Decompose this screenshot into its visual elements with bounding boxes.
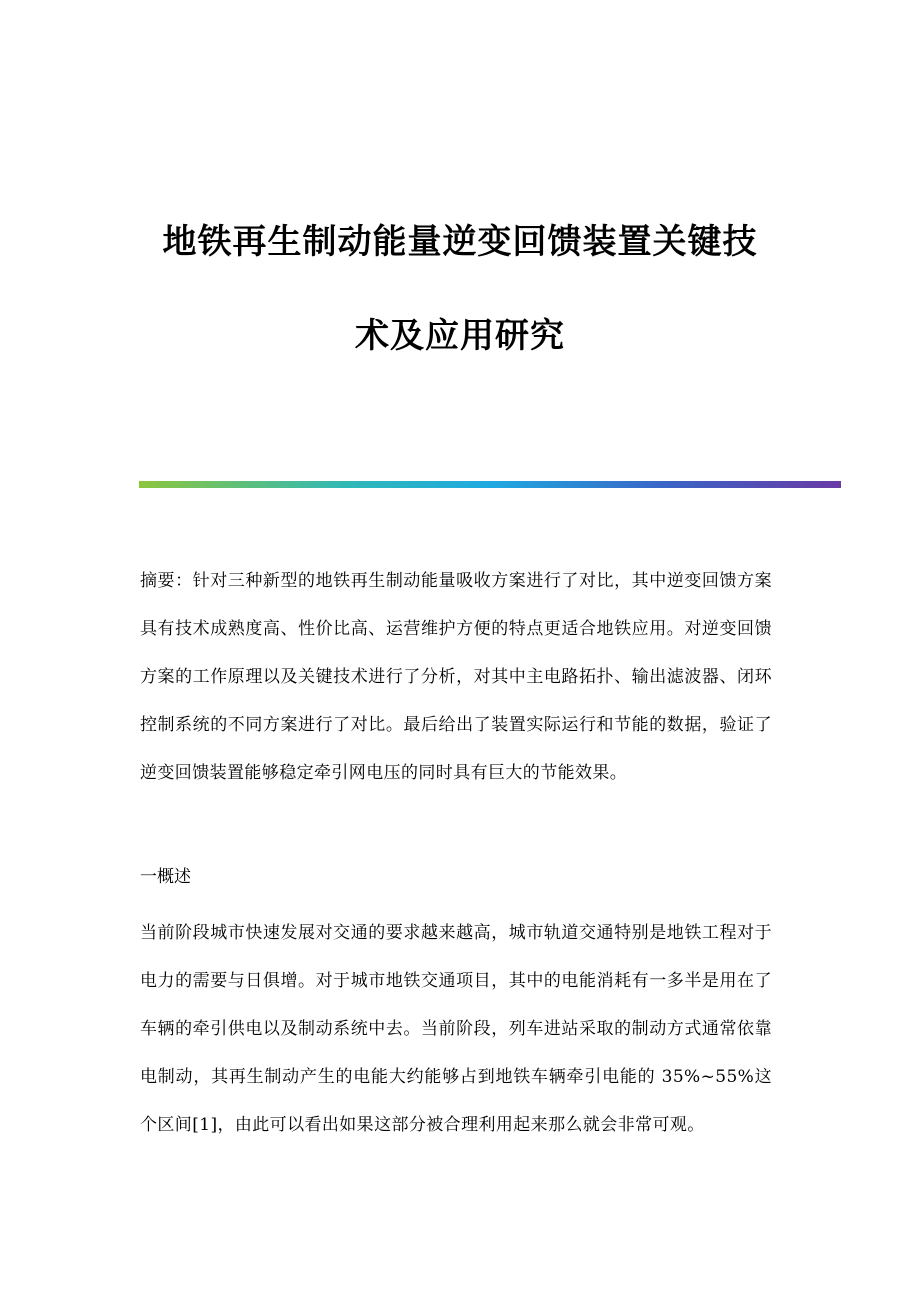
overview-paragraph: 当前阶段城市快速发展对交通的要求越来越高，城市轨道交通特别是地铁工程对于电力的需要与日俱增。对于城市地铁交通项目，其中的电能消耗有一多半是用在了车辆的牵引供电以及制动系统中去。当前阶段，列车进站采取的制动方式通常依靠电制动，其再生制动产生的电能大约能够占到地铁车辆牵引电能的 35%~55%这个区间[1]，由此可以看出如果这部分被合理利用起来那么就会非常可观。: [140, 923, 772, 1135]
abstract-paragraph: 摘要：针对三种新型的地铁再生制动能量吸收方案进行了对比，其中逆变回馈方案具有技术成熟度高、性价比高、运营维护方便的特点更适合地铁应用。对逆变回馈方案的工作原理以及关键技术进行了分析，对其中主电路拓扑、输出滤波器、闭环控制系统的不同方案进行了对比。最后给出了装置实际运行和节能的数据，验证了逆变回馈装置能够稳定牵引网电压的同时具有巨大的节能效果。: [140, 571, 772, 783]
section-heading-overview: 一概述: [140, 867, 191, 887]
document-title-line-2: 术及应用研究: [355, 316, 565, 356]
document-title-line-1: 地铁再生制动能量逆变回馈装置关键技: [162, 222, 758, 262]
gradient-divider: [139, 481, 841, 488]
